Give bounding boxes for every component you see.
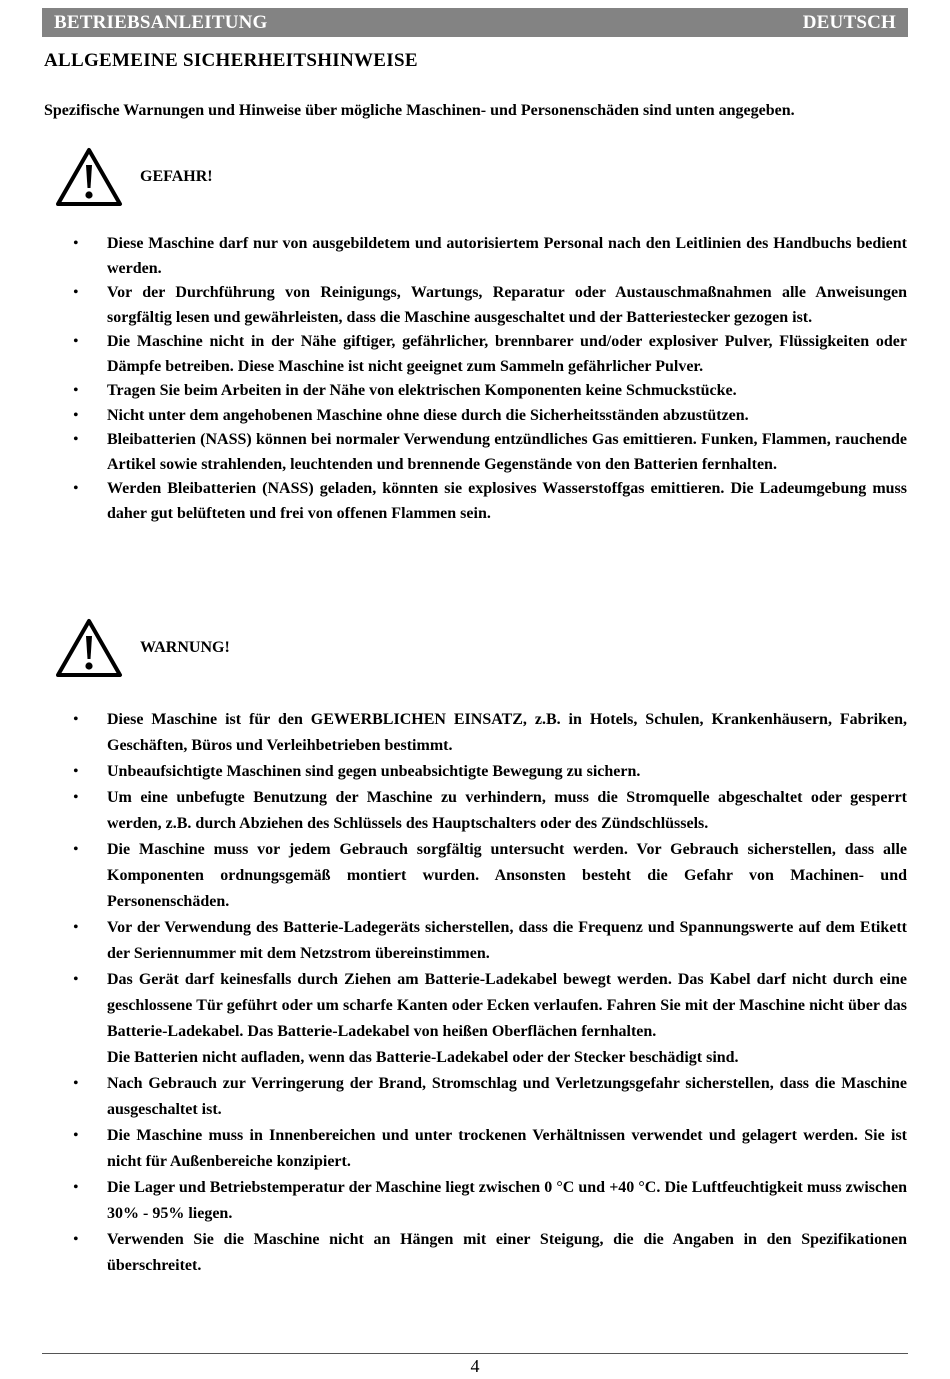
danger-list (70, 232, 907, 526)
list-item: • Die Maschine nicht in der Nähe giftiger, gefährlicher, brennbarer und/oder explosiver Pulver, Flüssigkeiten oder Dämpfe betreiben. Diese Maschine ist nicht geeignet zum Sammeln gefährlicher Pulver. (70, 330, 907, 379)
intro-text: Spezifische Warnungen und Hinweise über mögliche Maschinen- und Personenschäden sind unten angegeben. (44, 102, 795, 119)
list-item-text: Das Gerät darf keinesfalls durch Ziehen am Batterie-Ladekabel bewegt werden. Das Kabel darf nicht durch eine geschlossene Tür geführt oder um scharfe Kanten oder Ecken verlaufen. Fahren Sie mit der Maschine nicht über das Batterie-Ladekabel. Das Batterie-Ladekabel von heißen Oberflächen fernhalten. (107, 971, 907, 1040)
list-item: • Diese Maschine ist für den GEWERBLICHEN EINSATZ, z.B. in Hotels, Schulen, Krankenhäusern, Fabriken, Geschäften, Büros und Verleihbetrieben bestimmt. (70, 707, 907, 759)
list-item: • Tragen Sie beim Arbeiten in der Nähe von elektrischen Komponenten keine Schmuckstücke. (70, 379, 907, 404)
list-item: • Bleibatterien (NASS) können bei normaler Verwendung entzündliches Gas emittieren. Funken, Flammen, rauchende Artikel sowie strahlenden, leuchtenden und brennende Gegenstände von den Batterien fernhalten. (70, 428, 907, 477)
warning-triangle-icon (55, 618, 123, 678)
list-item: • Vor der Verwendung des Batterie-Ladegeräts sicherstellen, dass die Frequenz und Spannungswerte auf dem Etikett der Seriennummer mit dem Netzstrom übereinstimmen. (70, 915, 907, 967)
list-item: • Die Lager und Betriebstemperatur der Maschine liegt zwischen 0 °C und +40 °C. Die Luftfeuchtigkeit muss zwischen 30% - 95% liegen. (70, 1175, 907, 1227)
list-item: • Die Maschine muss vor jedem Gebrauch sorgfältig untersucht werden. Vor Gebrauch sicherstellen, dass alle Komponenten ordnungsgemäß montiert wurden. Ansonsten besteht die Gefahr von Machinen- und Personenschäden. (70, 837, 907, 915)
list-item: • Nach Gebrauch zur Verringerung der Brand, Stromschlag und Verletzungsgefahr sicherstellen, dass die Maschine ausgeschaltet ist. (70, 1071, 907, 1123)
list-item: • Werden Bleibatterien (NASS) geladen, könnten sie explosives Wasserstoffgas emittieren. Die Ladeumgebung muss daher gut belüfteten und frei von offenen Flammen sein. (70, 477, 907, 526)
cable-note: Die Batterien nicht aufladen, wenn das Batterie-Ladekabel oder der Stecker beschädigt sind. (107, 1049, 739, 1066)
list-item: • Unbeaufsichtigte Maschinen sind gegen unbeabsichtigte Bewegung zu sichern. (70, 759, 907, 785)
warning-triangle-icon (55, 147, 123, 207)
header-title: BETRIEBSANLEITUNG (54, 11, 268, 33)
list-item: • Um eine unbefugte Benutzung der Maschine zu verhindern, muss die Stromquelle abgeschaltet oder gesperrt werden, z.B. durch Abziehen des Schlüssels des Hauptschalters oder des Zündschlüssels. (70, 785, 907, 837)
header-language: DEUTSCH (802, 11, 896, 33)
list-item: • Die Maschine muss in Innenbereichen und unter trockenen Verhältnissen verwendet und gelagert werden. Sie ist nicht für Außenbereiche konzipiert. (70, 1123, 907, 1175)
list-item (70, 967, 907, 1071)
list-item: • Nicht unter dem angehobenen Maschine ohne diese durch die Sicherheitsständen abzustützen. (70, 404, 907, 429)
footer-rule (42, 1353, 908, 1354)
list-item: • Diese Maschine darf nur von ausgebildetem und autorisiertem Personal nach den Leitlinien des Handbuchs bedient werden. (70, 232, 907, 281)
list-item: • Vor der Durchführung von Reinigungs, Wartungs, Reparatur oder Austauschmaßnahmen alle Anweisungen sorgfältig lesen und gewährleisten, dass die Maschine ausgeschaltet und der Batteriestecker gezogen ist. (70, 281, 907, 330)
warning-label: WARNUNG! (140, 639, 230, 656)
section-title: ALLGEMEINE SICHERHEITSHINWEISE (44, 50, 418, 71)
list-item: • Verwenden Sie die Maschine nicht an Hängen mit einer Steigung, die die Angaben in den Spezifikationen überschreitet. (70, 1227, 907, 1279)
header-bar (42, 8, 908, 37)
warning-list (70, 707, 907, 1279)
danger-label: GEFAHR! (140, 168, 213, 185)
page-number: 4 (470, 1356, 480, 1376)
